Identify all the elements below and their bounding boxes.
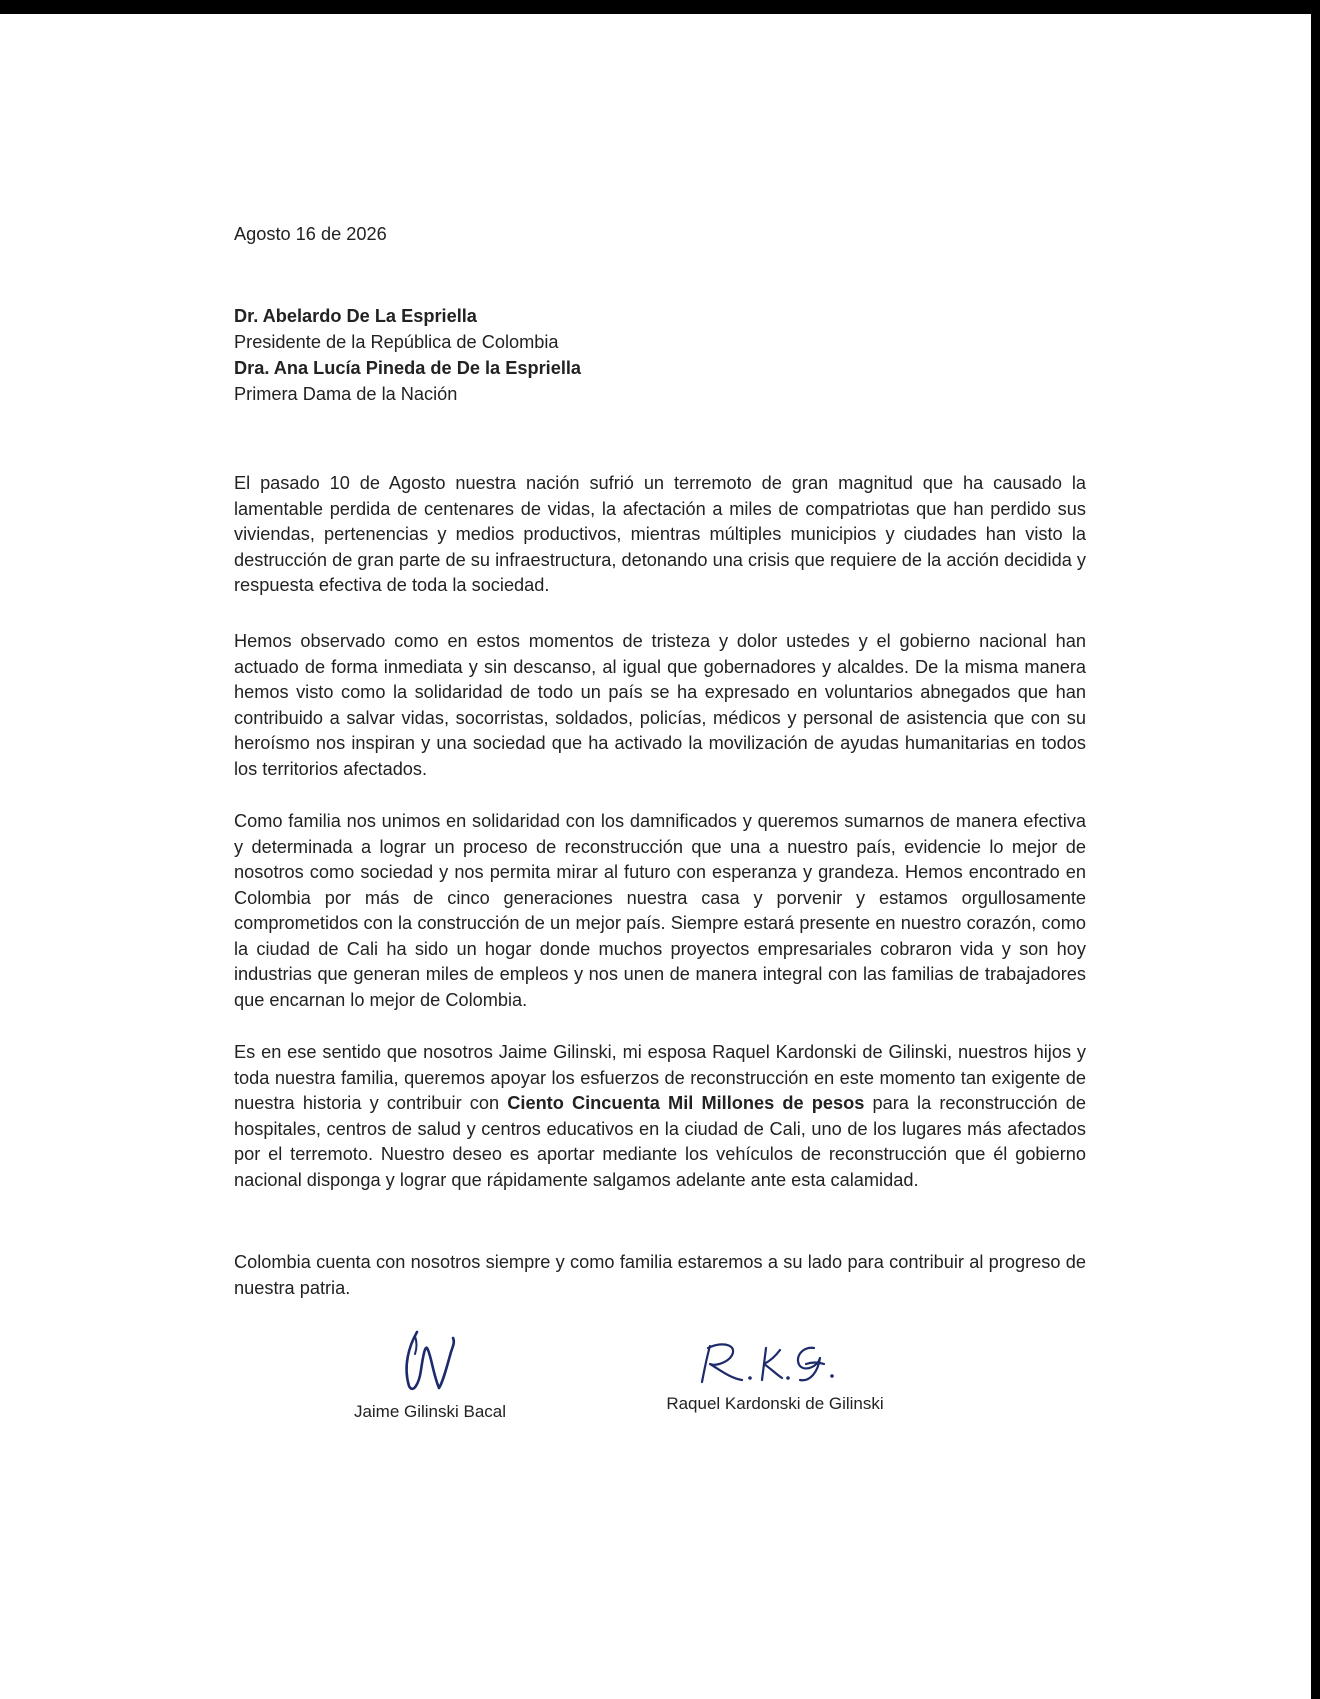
paragraph-earthquake: El pasado 10 de Agosto nuestra nación sufrió un terremoto de gran magnitud que ha causado la lamentable perdida de centenares de vidas, la afectación a miles de compatriotas que han perdido sus viviendas, pertenencias y medios productivos, mientras múltiples municipios y ciudades han visto la destrucción de gran parte de su infraestructura, detonando una crisis que requiere de la acción decidida y respuesta efectiva de toda la sociedad.	[234, 473, 1086, 595]
letter-date: Agosto 16 de 2026	[234, 224, 387, 244]
letter-page	[0, 14, 1311, 1699]
recipient-1-title: Presidente de la República de Colombia	[234, 332, 559, 352]
paragraph-closing: Colombia cuenta con nosotros siempre y como familia estaremos a su lado para contribuir al progreso de nuestra patria.	[234, 1252, 1086, 1298]
recipient-2-title: Primera Dama de la Nación	[234, 384, 458, 404]
paragraph-response: Hemos observado como en estos momentos de tristeza y dolor ustedes y el gobierno nacional han actuado de forma inmediata y sin descanso, al igual que gobernadores y alcaldes. De la misma manera hemos visto como la solidaridad de todo un país se ha expresado en voluntarios abnegados que han contribuido a salvar vidas, socorristas, soldados, policías, médicos y personal de asistencia que con su heroísmo nos inspiran y una sociedad que ha activado la movilización de ayudas humanitarias en todos los territorios afectados.	[234, 631, 1086, 779]
donation-text-after: para la reconstrucción de hospitales, centros de salud y centros educativos en la ciudad de Cali, uno de los lugares más afectados por el terremoto. Nuestro deseo es aportar mediante los vehículos de reconstrucción que él gobierno nacional disponga y lograr que rápidamente salgamos adelante ante esta calamidad.	[234, 1093, 1086, 1190]
signatory-name-jaime: Jaime Gilinski Bacal	[353, 1402, 507, 1421]
recipient-2-name: Dra. Ana Lucía Pineda de De la Espriella	[234, 358, 582, 378]
donation-text-before: Es en ese sentido que nosotros Jaime Gilinski, mi esposa Raquel Kardonski de Gilinski, nuestros hijos y toda nuestra familia, queremos apoyar los esfuerzos de reconstrucción en este momento tan exigente de nuestra historia y contribuir con	[234, 1042, 1086, 1113]
paragraph-donation	[234, 1040, 1086, 1193]
recipients-block	[234, 303, 1086, 407]
handwritten-signature-jg-icon	[395, 1326, 465, 1398]
signature-block-raquel	[640, 1336, 910, 1414]
recipient-1-name: Dr. Abelardo De La Espriella	[234, 306, 477, 326]
signature-block-jaime	[330, 1326, 530, 1422]
handwritten-signature-rkg-icon	[690, 1336, 860, 1390]
donation-amount: Ciento Cincuenta Mil Millones de pesos	[507, 1093, 865, 1113]
signatory-name-raquel: Raquel Kardonski de Gilinski	[666, 1394, 884, 1413]
paragraph-family: Como familia nos unimos en solidaridad con los damnificados y queremos sumarnos de manera efectiva y determinada a lograr un proceso de reconstrucción que una a nuestro país, evidencie lo mejor de nosotros como sociedad y nos permita mirar al futuro con esperanza y grandeza. Hemos encontrado en Colombia por más de cinco generaciones nuestra casa y porvenir y estamos orgullosamente comprometidos con la construcción de un mejor país. Siempre estará presente en nuestro corazón, como la ciudad de Cali ha sido un hogar donde muchos proyectos empresariales cobraron vida y son hoy industrias que generan miles de empleos y nos unen de manera integral con las familias de trabajadores que encarnan lo mejor de Colombia.	[234, 811, 1086, 1010]
